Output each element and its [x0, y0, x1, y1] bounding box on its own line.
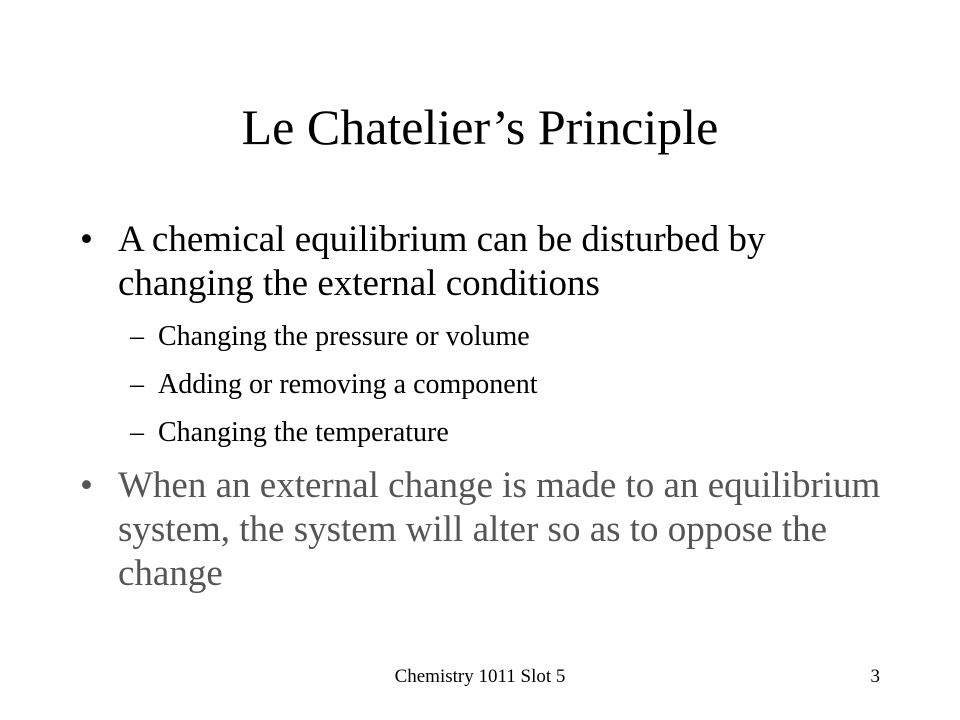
sub-bullet-text: Changing the temperature — [158, 417, 449, 448]
bullet-text: When an external change is made to an equilibrium system, the system will alter so as to oppose the change — [118, 465, 881, 594]
bullet-item — [80, 464, 900, 596]
bullet-marker: • — [80, 465, 93, 506]
sub-bullet-item — [80, 416, 900, 450]
footer-page-number: 3 — [870, 666, 880, 687]
slide-content — [80, 218, 900, 596]
sub-bullet-list — [80, 320, 900, 450]
dash-marker: – — [130, 369, 144, 400]
sub-bullet-text: Adding or removing a component — [158, 369, 538, 400]
sub-bullet-text: Changing the pressure or volume — [158, 321, 530, 352]
sub-bullet-item — [80, 320, 900, 354]
bullet-marker: • — [80, 219, 93, 260]
sub-bullet-item — [80, 368, 900, 402]
bullet-text: A chemical equilibrium can be disturbed by changing the external conditions — [118, 219, 766, 304]
dash-marker: – — [130, 321, 144, 352]
slide-title: Le Chatelier’s Principle — [241, 99, 719, 155]
bullet-item — [80, 218, 900, 306]
footer-course: Chemistry 1011 Slot 5 — [394, 666, 566, 687]
dash-marker: – — [130, 417, 144, 448]
